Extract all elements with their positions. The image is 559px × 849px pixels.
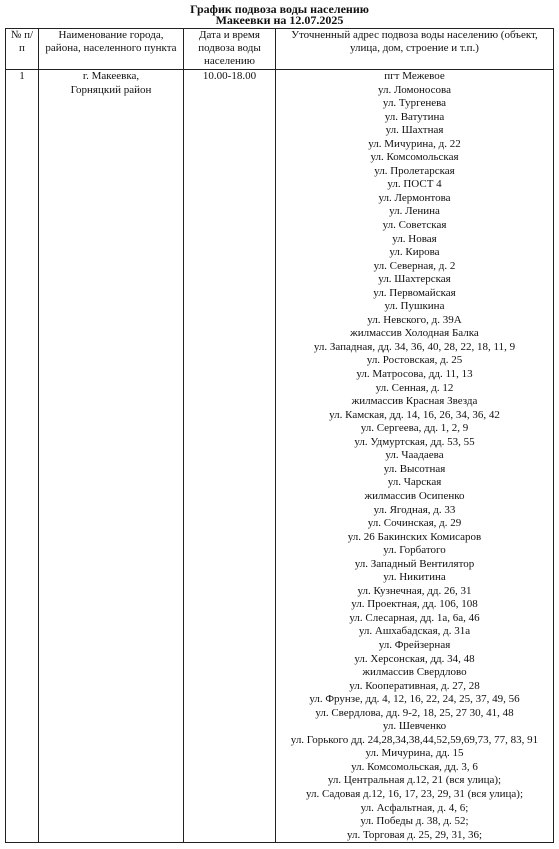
address-item: ул. Первомайская — [373, 286, 456, 299]
address-item: ул. Сочинская, д. 29 — [367, 517, 462, 530]
row-city — [39, 70, 184, 843]
address-item: ул. Новая — [392, 232, 437, 245]
address-item: ул. Садовая д.12, 16, 17, 23, 29, 31 (вся улица); — [305, 787, 524, 800]
header-city: Наименование города, района, населенного пункта — [39, 29, 184, 70]
address-item: ул. Советская — [382, 219, 447, 232]
address-item: ул. Северная, д. 2 — [373, 259, 456, 272]
row-time: 10.00-18.00 — [184, 70, 276, 843]
header-address: Уточненный адрес подвоза воды населению (объект, улица, дом, строение и т.п.) — [276, 29, 554, 70]
address-item: ул. Пушкина — [384, 300, 445, 313]
address-item: ул. Фрунзе, дд. 4, 12, 16, 22, 24, 25, 37, 49, 56 — [309, 693, 520, 706]
header-number: № п/п — [6, 29, 39, 70]
address-item: ул. Ашхабадская, д. 31а — [358, 625, 471, 638]
district-name: Горняцкий район — [70, 83, 152, 96]
address-item: ул. Шевченко — [382, 720, 447, 733]
address-item: ул. Матросова, дд. 11, 13 — [356, 368, 473, 381]
address-item: ул. Сенная, д. 12 — [375, 381, 454, 394]
address-item: ул. Горького дд. 24,28,34,38,44,52,59,69,73, 77, 83, 91 — [290, 733, 539, 746]
address-item: ул. Победы д. 38, д. 52; — [360, 815, 469, 828]
address-item: ул. Мичурина, дд. 15 — [365, 747, 464, 760]
address-item: ул. Высотная — [383, 462, 446, 475]
address-item: ул. 26 Бакинских Комисаров — [347, 530, 482, 543]
address-item: ул. Ватутина — [384, 110, 445, 123]
address-item: ул. Горбатого — [383, 544, 446, 557]
address-item: ул. Комсомольская — [370, 151, 459, 164]
address-item: ул. Центральная д.12, 21 (вся улица); — [327, 774, 502, 787]
address-item: ул. Асфальтная, д. 4, 6; — [360, 801, 469, 814]
address-item: ул. Чаадаева — [385, 449, 444, 462]
address-item: ул. Невского, д. 39А — [367, 313, 462, 326]
water-delivery-table — [5, 28, 554, 843]
address-item: ул. Херсонская, дд. 34, 48 — [354, 652, 475, 665]
address-item: ул. ПОСТ 4 — [387, 178, 442, 191]
address-item: ул. Ягодная, д. 33 — [373, 503, 456, 516]
address-item: жилмассив Холодная Балка — [350, 327, 479, 340]
address-item: ул. Лермонтова — [378, 191, 451, 204]
address-item: ул. Свердлова, дд. 9-2, 18, 25, 27 30, 41, 48 — [315, 706, 514, 719]
address-item: ул. Западный Вентилятор — [354, 557, 475, 570]
city-name: г. Макеевка, — [82, 70, 140, 82]
header-row — [6, 29, 554, 70]
address-item: ул. Слесарная, дд. 1а, 6а, 46 — [349, 611, 480, 624]
address-item: пгт Межевое — [384, 70, 445, 82]
row-addresses — [276, 70, 554, 843]
address-item: ул. Западная, дд. 34, 36, 40, 28, 22, 18, 11, 9 — [313, 340, 516, 353]
address-item: ул. Фрейзерная — [378, 638, 451, 651]
document-title: График подвоза воды населению — [190, 2, 369, 16]
address-item: ул. Сергеева, дд. 1, 2, 9 — [360, 422, 469, 435]
address-item: ул. Торговая д. 25, 29, 31, 36; — [346, 828, 483, 841]
address-item: жилмассив Осипенко — [364, 489, 465, 502]
address-item: ул. Кузнечная, дд. 26, 31 — [357, 584, 472, 597]
address-item: ул. Ленина — [389, 205, 440, 218]
address-item: ул. Тургенева — [382, 97, 447, 110]
address-item: ул. Ломоносова — [378, 83, 451, 96]
address-item: ул. Проектная, дд. 106, 108 — [351, 598, 478, 611]
address-item: ул. Пролетарская — [374, 164, 455, 177]
address-item: ул. Мичурина, д. 22 — [368, 137, 461, 150]
table-body — [6, 70, 554, 843]
address-item: жилмассив Свердлово — [362, 666, 467, 679]
address-item: ул. Ростовская, д. 25 — [366, 354, 463, 367]
address-item: ул. Кооперативная, д. 27, 28 — [349, 679, 480, 692]
table-header — [6, 29, 554, 70]
row-number: 1 — [6, 70, 39, 843]
address-item: ул. Кирова — [389, 246, 440, 259]
document-subtitle: Макеевки на 12.07.2025 — [215, 13, 344, 27]
address-item: ул. Шахтная — [385, 124, 444, 137]
address-item: ул. Шахтерская — [378, 273, 451, 286]
address-item: ул. Чарская — [387, 476, 442, 489]
address-item: ул. Удмуртская, дд. 53, 55 — [354, 435, 475, 448]
address-item: ул. Никитина — [383, 571, 446, 584]
address-item: ул. Камская, дд. 14, 16, 26, 34, 36, 42 — [329, 408, 500, 421]
address-item: ул. Комсомольская, дд. 3, 6 — [351, 760, 478, 773]
header-time: Дата и время подвоза воды населению — [184, 29, 276, 70]
address-item: жилмассив Красная Звезда — [351, 395, 478, 408]
table-row — [6, 70, 554, 843]
